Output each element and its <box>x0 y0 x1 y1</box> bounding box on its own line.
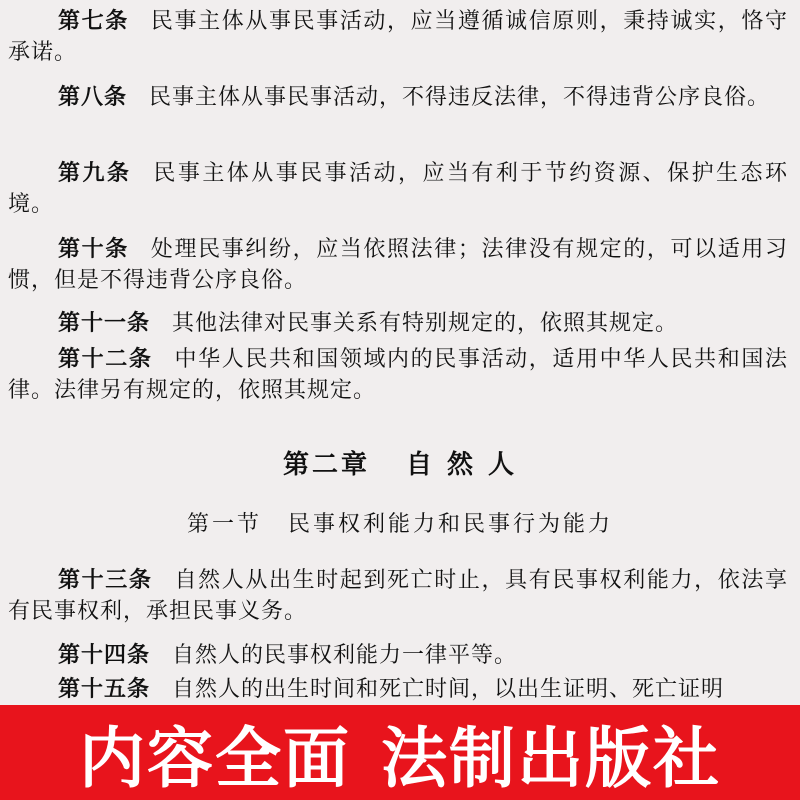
article-9 <box>8 158 788 220</box>
chapter-title: 自 然 人 <box>405 450 518 480</box>
article-number: 第九条 <box>58 161 132 186</box>
article-text: 中华人民共和国领域内的民事活动，适用中华人民共和国法律。法律另有规定的，依照其规定。 <box>8 347 788 403</box>
article-number: 第十一条 <box>58 311 151 336</box>
article-number: 第十四条 <box>58 643 151 668</box>
section-title: 民事权利能力和民事行为能力 <box>288 512 614 537</box>
article-12 <box>8 344 788 406</box>
article-8 <box>8 82 788 113</box>
article-text: 自然人的民事权利能力一律平等。 <box>172 643 518 668</box>
article-text: 其他法律对民事关系有特别规定的，依照其规定。 <box>172 311 679 336</box>
article-number: 第七条 <box>58 9 129 34</box>
article-text: 自然人的出生时间和死亡时间，以出生证明、死亡证明 <box>172 677 725 702</box>
article-text: 民事主体从事民事活动，不得违反法律，不得违背公序良俗。 <box>149 85 771 110</box>
article-text: 处理民事纠纷，应当依照法律；法律没有规定的，可以适用习惯，但是不得违背公序良俗。 <box>8 237 788 293</box>
banner-left-text: 内容全面 <box>79 720 351 797</box>
article-text: 民事主体从事民事活动，应当遵循诚信原则，秉持诚实，恪守承诺。 <box>8 9 788 65</box>
article-14 <box>8 640 788 671</box>
promo-banner <box>0 705 800 800</box>
article-number: 第十二条 <box>58 347 153 372</box>
article-number: 第八条 <box>58 85 128 110</box>
article-number: 第十条 <box>58 237 129 262</box>
section-heading <box>0 507 800 538</box>
article-number: 第十三条 <box>58 568 153 593</box>
article-number: 第十五条 <box>58 677 151 702</box>
article-15 <box>8 674 788 705</box>
chapter-heading <box>0 444 800 481</box>
article-10 <box>8 234 788 296</box>
article-7 <box>8 6 788 68</box>
chapter-number: 第二章 <box>282 450 370 480</box>
article-13 <box>8 565 788 627</box>
article-11 <box>8 308 788 339</box>
section-number: 第一节 <box>186 512 262 537</box>
banner-right-text: 法制出版社 <box>381 720 721 797</box>
article-text: 自然人从出生时起到死亡时止，具有民事权利能力，依法享有民事权利，承担民事义务。 <box>8 568 788 624</box>
article-text: 民事主体从事民事活动，应当有利于节约资源、保护生态环境。 <box>8 161 788 217</box>
